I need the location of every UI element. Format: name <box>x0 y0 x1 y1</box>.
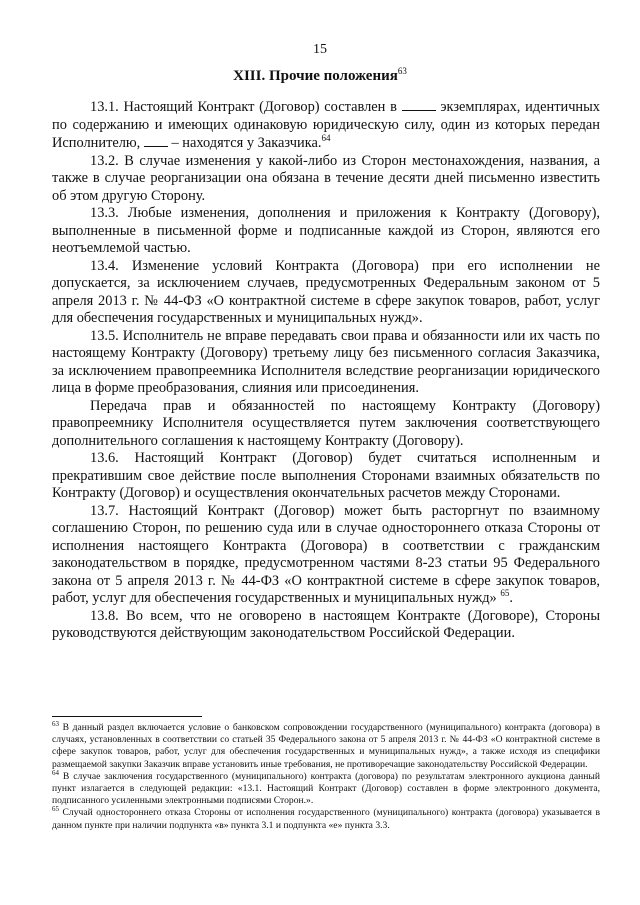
clause-13-6: 13.6. Настоящий Контракт (Договор) будет считаться исполненным и прекратившим свое действие после выполнения Сторонами взаимных обязательств по Контракту (Договор) и осуществления окончательных расчетов между Сторонами. <box>52 450 600 501</box>
footnote-ref-63: 63 <box>397 66 407 76</box>
footnotes <box>52 719 600 832</box>
footnote-ref-65: 65 <box>500 588 510 599</box>
clause-13-7 <box>52 503 600 608</box>
footnote-text: В данный раздел включается условие о банковском сопровождении государственного (муниципального) контракта (договора) в случаях, установленных в соответствии со статьей 35 Федерального закона от 5 апреля 2013 г. № 44-ФЗ «О контрактной системе в сфере закупок товаров, работ, услуг для обеспечения государственных и муниципальных нужд», а также исходя из специфики размещаемой закупки Заказчик вправе установить иные требования, не противоречащие законодательству Российской Федерации. <box>52 722 600 770</box>
clause-13-4: 13.4. Изменение условий Контракта (Договора) при его исполнении не допускается, за исключением случаев, предусмотренных Федеральным законом от 5 апреля 2013 г. № 44-ФЗ «О контрактной системе в сфере закупок товаров, работ, услуг для обеспечения государственных и муниципальных нужд». <box>52 257 600 326</box>
clause-13-5-continued: Передача прав и обязанностей по настоящему Контракту (Договору) правопреемнику Исполнителя осуществляется путем заключения соответствующего дополнительного соглашения к настоящему Контракту (Договору). <box>52 397 600 449</box>
footnote-text: Случай одностороннего отказа Стороны от исполнения государственного (муниципального) контракта (договора) указывается в данном пункте при наличии подпункта «в» пункта 3.1 и подпункта «е» пункта 3.3. <box>52 807 600 831</box>
footnote-number: 63 <box>52 719 59 728</box>
customer-copies-blank <box>144 134 168 147</box>
clause-13-1 <box>52 98 600 153</box>
footnote-65 <box>52 807 600 831</box>
footnote-text: В случае заключения государственного (муниципального) контракта (договора) по результатам электронного аукциона данный пункт излагается в следующей редакции: «13.1. Настоящий Контракт (Договор) составлен в форме электронного документа, подписанного усиленными электронными подписями Сторон.». <box>52 770 600 807</box>
page-number: 15 <box>313 42 327 57</box>
footnote-64 <box>52 768 600 808</box>
footnote-separator <box>52 716 202 717</box>
clause-13-8: 13.8. Во всем, что не оговорено в настоящем Контракте (Договоре), Стороны руководствуются действующим законодательством Российской Федерации. <box>52 607 600 641</box>
clause-13-5: 13.5. Исполнитель не вправе передавать свои права и обязанности или их часть по настоящему Контракту (Договору) третьему лицу без письменного согласия Заказчика, за исключением правопреемника Исполнителя вследствие реорганизации юридического лица в форме преобразования, слияния или присоединения. <box>52 327 600 396</box>
section-body <box>52 98 600 643</box>
section-title <box>0 66 640 85</box>
clause-13-1-start: 13.1. Настоящий Контракт (Договор) составлен в <box>90 99 397 115</box>
section-title-text: XIII. Прочие положения <box>233 68 398 84</box>
copies-count-blank <box>402 98 436 111</box>
clause-13-7-period: . <box>509 590 513 606</box>
clause-13-3: 13.3. Любые изменения, дополнения и приложения к Контракту (Договору), выполненные в письменной форме и подписанные каждой из Сторон, являются его неотъемлемой частью. <box>52 205 600 256</box>
clause-13-2: 13.2. В случае изменения у какой-либо из Сторон местонахождения, названия, а также в случае реорганизации она обязана в течение десяти дней письменно известить об этом другую Сторону. <box>52 152 600 204</box>
footnote-63 <box>52 719 600 771</box>
footnote-number: 64 <box>52 768 59 777</box>
clause-13-1-middle: экземплярах, идентичных по содержанию и имеющих одинаковую юридическую силу, один из которых передан Исполнителю, <box>52 99 601 151</box>
clause-13-7-text: 13.7. Настоящий Контракт (Договор) может быть расторгнут по взаимному соглашению Сторон, по решению суда или в случае одностороннего отказа Стороны от исполнения настоящего Контракта (Договора) в соответствии с гражданским законодательством в порядке, предусмотренном частями 8-23 статьи 95 Федерального закона от 5 апреля 2013 г. № 44-ФЗ «О контрактной системе в сфере закупок товаров, работ, услуг для обеспечения государственных и муниципальных нужд» <box>52 502 600 606</box>
footnote-number: 65 <box>52 805 59 814</box>
clause-13-1-end: – находятся у Заказчика. <box>171 135 322 151</box>
footnote-ref-64: 64 <box>321 133 331 144</box>
